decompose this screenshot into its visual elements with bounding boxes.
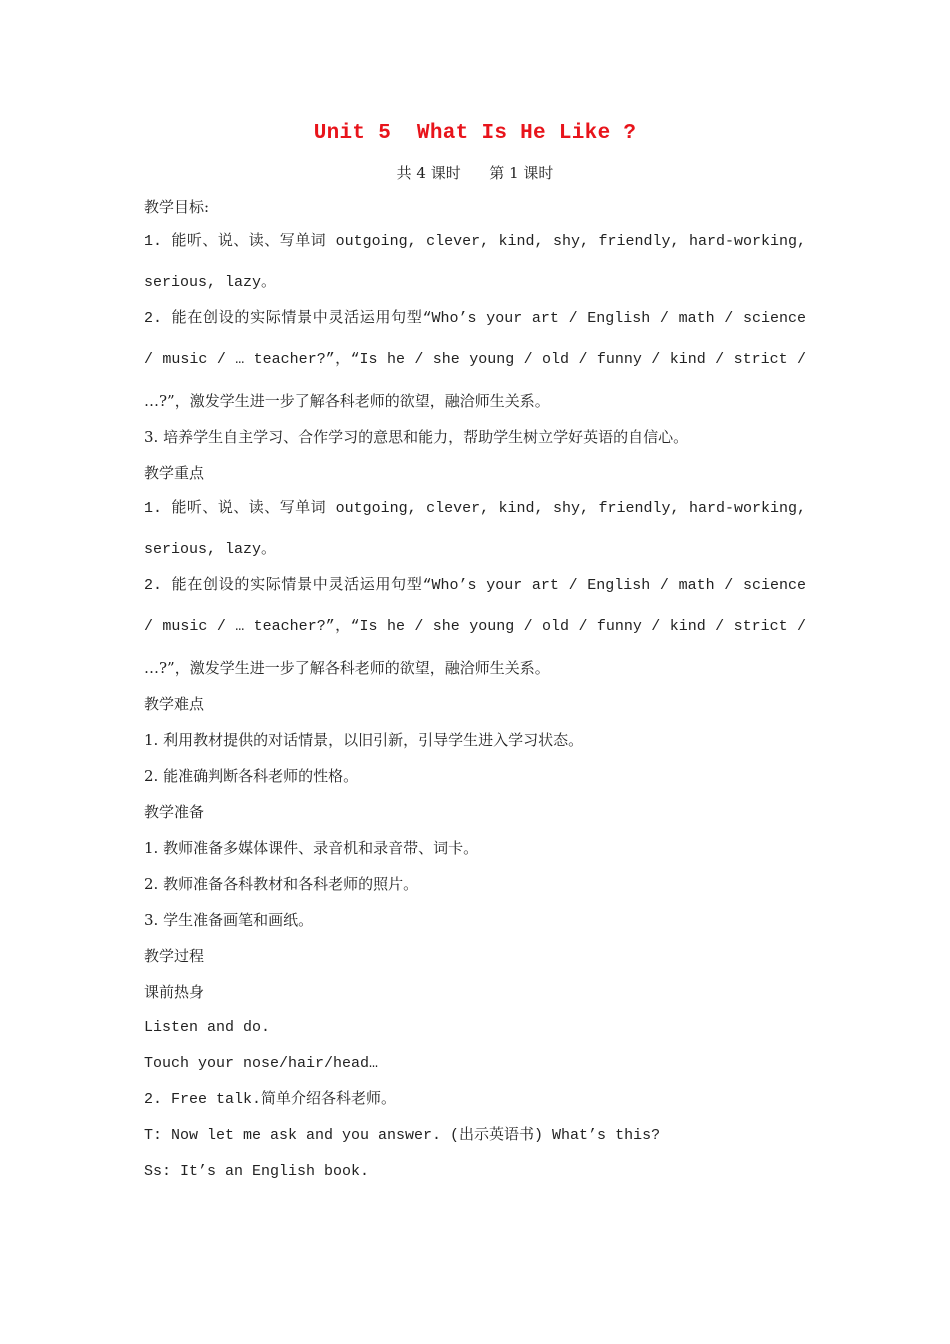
preparation-line: 1. 教师准备多媒体课件、录音机和录音带、词卡。: [144, 839, 479, 857]
dialogue-line: T: Now let me ask and you answer. (出示英语书) What’s this?: [144, 1127, 661, 1144]
objective-line: / music / … teacher?”，“Is he / she young / old / funny / kind / strict /: [144, 351, 806, 368]
procedure-line: Listen and do.: [144, 1019, 271, 1036]
section-heading-procedure: 教学过程: [144, 947, 205, 965]
key-point-line: serious, lazy。: [144, 541, 277, 558]
section-heading-preparation: 教学准备: [144, 803, 205, 821]
objective-line: …?”，激发学生进一步了解各科老师的欲望，融洽师生关系。: [144, 392, 550, 410]
objective-line: 1. 能听、说、读、写单词 outgoing, clever, kind, shy, friendly, hard-working,: [144, 233, 806, 250]
objective-line: 2. 能在创设的实际情景中灵活运用句型“Who’s your art / English / math / science: [144, 310, 806, 327]
preparation-line: 2. 教师准备各科教材和各科老师的照片。: [144, 875, 419, 893]
procedure-line: Touch your nose/hair/head…: [144, 1055, 379, 1072]
section-heading-objectives: 教学目标:: [144, 198, 210, 216]
key-point-line: / music / … teacher?”，“Is he / she young / old / funny / kind / strict /: [144, 618, 806, 635]
section-heading-key-points: 教学重点: [144, 464, 205, 482]
difficulty-line: 2. 能准确判断各科老师的性格。: [144, 767, 359, 785]
key-point-line: 2. 能在创设的实际情景中灵活运用句型“Who’s your art / English / math / science: [144, 577, 806, 594]
dialogue-line: Ss: It’s an English book.: [144, 1163, 370, 1180]
document-title: Unit 5 What Is He Like ?: [313, 122, 637, 145]
key-point-line: 1. 能听、说、读、写单词 outgoing, clever, kind, shy, friendly, hard-working,: [144, 500, 806, 517]
difficulty-line: 1. 利用教材提供的对话情景，以旧引新，引导学生进入学习状态。: [144, 731, 584, 749]
objective-line: serious, lazy。: [144, 274, 277, 291]
subsection-heading-warm-up: 课前热身: [144, 983, 205, 1001]
key-point-line: …?”，激发学生进一步了解各科老师的欲望，融洽师生关系。: [144, 659, 550, 677]
procedure-line: 2. Free talk.简单介绍各科老师。: [144, 1091, 397, 1108]
lesson-count-subtitle: 共 4 课时 第 1 课时: [396, 164, 554, 182]
objective-line: 3. 培养学生自主学习、合作学习的意思和能力，帮助学生树立学好英语的自信心。: [144, 428, 689, 446]
preparation-line: 3. 学生准备画笔和画纸。: [144, 911, 314, 929]
section-heading-difficulties: 教学难点: [144, 695, 205, 713]
